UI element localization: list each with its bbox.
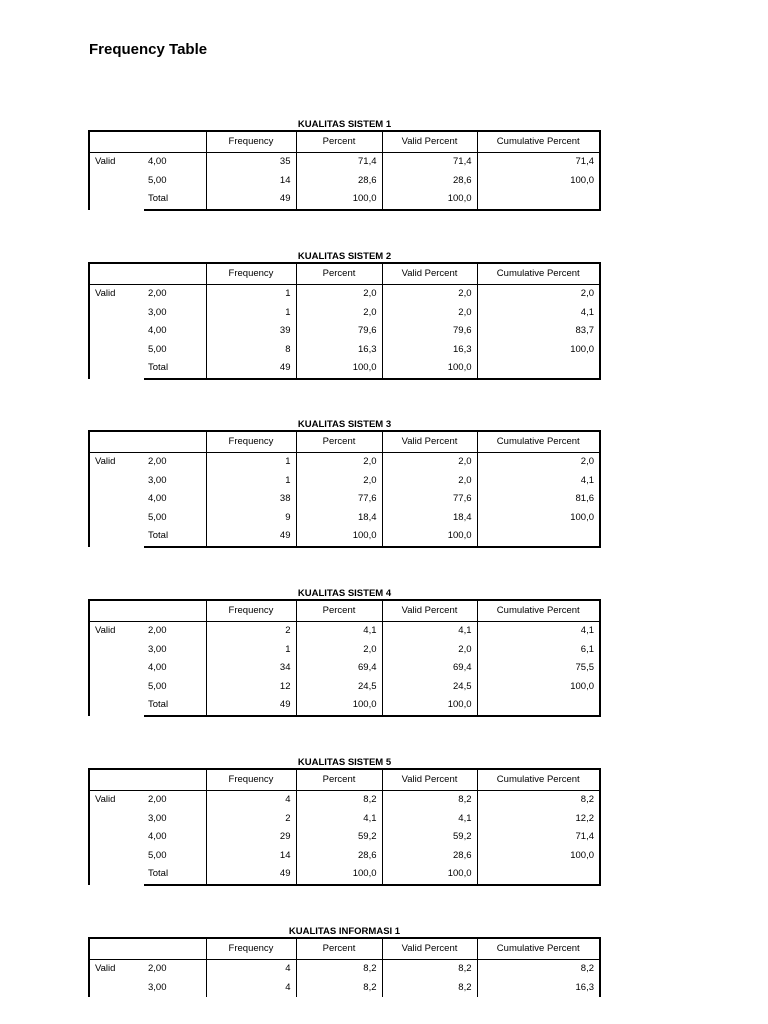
valid-percent-cell: 100,0 bbox=[382, 190, 477, 210]
value-label: Total bbox=[144, 359, 206, 379]
frequency-cell: 4 bbox=[206, 960, 296, 979]
value-label: 4,00 bbox=[144, 153, 206, 172]
valid-percent-cell: 16,3 bbox=[382, 341, 477, 360]
frequency-cell: 49 bbox=[206, 865, 296, 885]
table-row bbox=[89, 490, 600, 509]
header-corner-cell bbox=[89, 263, 206, 285]
valid-percent-cell: 2,0 bbox=[382, 304, 477, 323]
cumulative-percent-cell: 16,3 bbox=[477, 979, 600, 998]
header-cumulative-percent: Cumulative Percent bbox=[477, 769, 600, 791]
table-row bbox=[89, 509, 600, 528]
frequency-table-block bbox=[88, 588, 599, 717]
valid-percent-cell: 28,6 bbox=[382, 172, 477, 191]
frequency-cell: 12 bbox=[206, 678, 296, 697]
header-corner-cell bbox=[89, 938, 206, 960]
table-title-text: KUALITAS SISTEM 5 bbox=[297, 757, 392, 768]
header-percent: Percent bbox=[296, 131, 382, 153]
table-title bbox=[88, 119, 599, 130]
frequency-cell: 38 bbox=[206, 490, 296, 509]
valid-percent-cell: 4,1 bbox=[382, 810, 477, 829]
valid-percent-cell: 100,0 bbox=[382, 527, 477, 547]
percent-cell: 16,3 bbox=[296, 341, 382, 360]
cumulative-percent-cell: 83,7 bbox=[477, 322, 600, 341]
header-cumulative-percent: Cumulative Percent bbox=[477, 600, 600, 622]
page-title: Frequency Table bbox=[89, 41, 208, 58]
percent-cell: 4,1 bbox=[296, 622, 382, 641]
table-row bbox=[89, 153, 600, 172]
value-label: 2,00 bbox=[144, 453, 206, 472]
table-row bbox=[89, 828, 600, 847]
value-label: 5,00 bbox=[144, 509, 206, 528]
percent-cell: 28,6 bbox=[296, 847, 382, 866]
percent-cell: 71,4 bbox=[296, 153, 382, 172]
header-percent: Percent bbox=[296, 600, 382, 622]
frequency-cell: 2 bbox=[206, 622, 296, 641]
frequency-cell: 9 bbox=[206, 509, 296, 528]
table-row bbox=[89, 865, 600, 885]
header-cumulative-percent: Cumulative Percent bbox=[477, 431, 600, 453]
header-percent: Percent bbox=[296, 263, 382, 285]
table-row bbox=[89, 527, 600, 547]
valid-percent-cell: 79,6 bbox=[382, 322, 477, 341]
valid-percent-cell: 4,1 bbox=[382, 622, 477, 641]
cumulative-percent-cell: 4,1 bbox=[477, 304, 600, 323]
cumulative-percent-cell: 8,2 bbox=[477, 960, 600, 979]
valid-percent-cell: 71,4 bbox=[382, 153, 477, 172]
table-title bbox=[88, 251, 599, 262]
header-valid-percent: Valid Percent bbox=[382, 131, 477, 153]
header-frequency: Frequency bbox=[206, 769, 296, 791]
frequency-table-block bbox=[88, 757, 599, 886]
cumulative-percent-cell: 81,6 bbox=[477, 490, 600, 509]
frequency-cell: 1 bbox=[206, 472, 296, 491]
header-valid-percent: Valid Percent bbox=[382, 938, 477, 960]
table-row bbox=[89, 622, 600, 641]
cumulative-percent-cell: 12,2 bbox=[477, 810, 600, 829]
value-label: 4,00 bbox=[144, 490, 206, 509]
frequency-table bbox=[88, 937, 601, 997]
header-valid-percent: Valid Percent bbox=[382, 600, 477, 622]
valid-percent-cell: 28,6 bbox=[382, 847, 477, 866]
table-row bbox=[89, 696, 600, 716]
value-label: 5,00 bbox=[144, 341, 206, 360]
valid-percent-cell: 59,2 bbox=[382, 828, 477, 847]
group-label: Valid bbox=[89, 791, 144, 885]
valid-percent-cell: 8,2 bbox=[382, 960, 477, 979]
frequency-table bbox=[88, 768, 601, 886]
cumulative-percent-cell: 100,0 bbox=[477, 172, 600, 191]
cumulative-percent-cell: 100,0 bbox=[477, 847, 600, 866]
table-row bbox=[89, 791, 600, 810]
header-frequency: Frequency bbox=[206, 131, 296, 153]
value-label: Total bbox=[144, 190, 206, 210]
cumulative-percent-cell: 2,0 bbox=[477, 453, 600, 472]
table-row bbox=[89, 472, 600, 491]
frequency-table bbox=[88, 130, 601, 211]
cumulative-percent-cell: 75,5 bbox=[477, 659, 600, 678]
header-valid-percent: Valid Percent bbox=[382, 769, 477, 791]
group-label: Valid bbox=[89, 153, 144, 210]
table-row bbox=[89, 641, 600, 660]
value-label: 2,00 bbox=[144, 622, 206, 641]
frequency-table-block bbox=[88, 926, 599, 997]
value-label: 2,00 bbox=[144, 960, 206, 979]
valid-percent-cell: 2,0 bbox=[382, 641, 477, 660]
value-label: 5,00 bbox=[144, 172, 206, 191]
value-label: 4,00 bbox=[144, 659, 206, 678]
table-row bbox=[89, 979, 600, 998]
table-row bbox=[89, 285, 600, 304]
cumulative-percent-cell bbox=[477, 696, 600, 716]
table-row bbox=[89, 453, 600, 472]
percent-cell: 8,2 bbox=[296, 791, 382, 810]
frequency-cell: 49 bbox=[206, 696, 296, 716]
header-corner-cell bbox=[89, 769, 206, 791]
header-valid-percent: Valid Percent bbox=[382, 263, 477, 285]
table-title-text: KUALITAS INFORMASI 1 bbox=[288, 926, 401, 937]
frequency-table-block bbox=[88, 119, 599, 211]
cumulative-percent-cell bbox=[477, 359, 600, 379]
percent-cell: 2,0 bbox=[296, 472, 382, 491]
percent-cell: 100,0 bbox=[296, 359, 382, 379]
percent-cell: 77,6 bbox=[296, 490, 382, 509]
percent-cell: 28,6 bbox=[296, 172, 382, 191]
value-label: 3,00 bbox=[144, 304, 206, 323]
header-frequency: Frequency bbox=[206, 938, 296, 960]
header-row bbox=[89, 131, 600, 153]
valid-percent-cell: 18,4 bbox=[382, 509, 477, 528]
table-row bbox=[89, 172, 600, 191]
percent-cell: 100,0 bbox=[296, 527, 382, 547]
frequency-table bbox=[88, 430, 601, 548]
header-frequency: Frequency bbox=[206, 263, 296, 285]
header-valid-percent: Valid Percent bbox=[382, 431, 477, 453]
frequency-cell: 2 bbox=[206, 810, 296, 829]
header-percent: Percent bbox=[296, 938, 382, 960]
percent-cell: 59,2 bbox=[296, 828, 382, 847]
header-row bbox=[89, 431, 600, 453]
header-corner-cell bbox=[89, 431, 206, 453]
cumulative-percent-cell: 100,0 bbox=[477, 509, 600, 528]
header-percent: Percent bbox=[296, 431, 382, 453]
value-label: 4,00 bbox=[144, 828, 206, 847]
table-title-text: KUALITAS SISTEM 1 bbox=[297, 119, 392, 130]
percent-cell: 2,0 bbox=[296, 453, 382, 472]
frequency-cell: 49 bbox=[206, 190, 296, 210]
header-frequency: Frequency bbox=[206, 431, 296, 453]
cumulative-percent-cell bbox=[477, 527, 600, 547]
percent-cell: 2,0 bbox=[296, 285, 382, 304]
valid-percent-cell: 69,4 bbox=[382, 659, 477, 678]
table-row bbox=[89, 304, 600, 323]
value-label: 5,00 bbox=[144, 678, 206, 697]
value-label: Total bbox=[144, 865, 206, 885]
percent-cell: 18,4 bbox=[296, 509, 382, 528]
cumulative-percent-cell: 6,1 bbox=[477, 641, 600, 660]
table-row bbox=[89, 810, 600, 829]
table-row bbox=[89, 847, 600, 866]
frequency-cell: 49 bbox=[206, 527, 296, 547]
table-title-text: KUALITAS SISTEM 2 bbox=[297, 251, 392, 262]
table-row bbox=[89, 659, 600, 678]
table-title bbox=[88, 926, 599, 937]
valid-percent-cell: 8,2 bbox=[382, 791, 477, 810]
percent-cell: 24,5 bbox=[296, 678, 382, 697]
group-label: Valid bbox=[89, 622, 144, 716]
table-title-text: KUALITAS SISTEM 3 bbox=[297, 419, 392, 430]
valid-percent-cell: 100,0 bbox=[382, 865, 477, 885]
valid-percent-cell: 100,0 bbox=[382, 359, 477, 379]
header-row bbox=[89, 600, 600, 622]
frequency-table-block bbox=[88, 251, 599, 380]
cumulative-percent-cell: 8,2 bbox=[477, 791, 600, 810]
cumulative-percent-cell: 100,0 bbox=[477, 678, 600, 697]
percent-cell: 79,6 bbox=[296, 322, 382, 341]
valid-percent-cell: 100,0 bbox=[382, 696, 477, 716]
table-title bbox=[88, 419, 599, 430]
value-label: 4,00 bbox=[144, 322, 206, 341]
frequency-cell: 1 bbox=[206, 453, 296, 472]
frequency-table-block bbox=[88, 419, 599, 548]
table-title-text: KUALITAS SISTEM 4 bbox=[297, 588, 392, 599]
frequency-cell: 1 bbox=[206, 641, 296, 660]
frequency-cell: 1 bbox=[206, 285, 296, 304]
cumulative-percent-cell: 71,4 bbox=[477, 828, 600, 847]
table-row bbox=[89, 341, 600, 360]
header-cumulative-percent: Cumulative Percent bbox=[477, 938, 600, 960]
value-label: 3,00 bbox=[144, 979, 206, 998]
value-label: 3,00 bbox=[144, 810, 206, 829]
value-label: Total bbox=[144, 527, 206, 547]
frequency-cell: 8 bbox=[206, 341, 296, 360]
group-label: Valid bbox=[89, 453, 144, 547]
cumulative-percent-cell: 4,1 bbox=[477, 622, 600, 641]
frequency-cell: 14 bbox=[206, 847, 296, 866]
cumulative-percent-cell bbox=[477, 190, 600, 210]
cumulative-percent-cell: 2,0 bbox=[477, 285, 600, 304]
header-row bbox=[89, 938, 600, 960]
table-title bbox=[88, 588, 599, 599]
header-cumulative-percent: Cumulative Percent bbox=[477, 263, 600, 285]
percent-cell: 69,4 bbox=[296, 659, 382, 678]
valid-percent-cell: 2,0 bbox=[382, 285, 477, 304]
group-label: Valid bbox=[89, 285, 144, 379]
valid-percent-cell: 8,2 bbox=[382, 979, 477, 998]
valid-percent-cell: 2,0 bbox=[382, 472, 477, 491]
cumulative-percent-cell: 71,4 bbox=[477, 153, 600, 172]
percent-cell: 2,0 bbox=[296, 641, 382, 660]
percent-cell: 100,0 bbox=[296, 865, 382, 885]
table-row bbox=[89, 678, 600, 697]
frequency-cell: 29 bbox=[206, 828, 296, 847]
percent-cell: 4,1 bbox=[296, 810, 382, 829]
valid-percent-cell: 24,5 bbox=[382, 678, 477, 697]
cumulative-percent-cell: 100,0 bbox=[477, 341, 600, 360]
table-row bbox=[89, 190, 600, 210]
frequency-cell: 1 bbox=[206, 304, 296, 323]
percent-cell: 100,0 bbox=[296, 190, 382, 210]
cumulative-percent-cell: 4,1 bbox=[477, 472, 600, 491]
table-row bbox=[89, 322, 600, 341]
frequency-cell: 35 bbox=[206, 153, 296, 172]
value-label: 2,00 bbox=[144, 791, 206, 810]
valid-percent-cell: 77,6 bbox=[382, 490, 477, 509]
frequency-cell: 49 bbox=[206, 359, 296, 379]
frequency-cell: 39 bbox=[206, 322, 296, 341]
frequency-cell: 4 bbox=[206, 979, 296, 998]
frequency-cell: 34 bbox=[206, 659, 296, 678]
value-label: Total bbox=[144, 696, 206, 716]
valid-percent-cell: 2,0 bbox=[382, 453, 477, 472]
value-label: 3,00 bbox=[144, 472, 206, 491]
header-corner-cell bbox=[89, 600, 206, 622]
percent-cell: 8,2 bbox=[296, 979, 382, 998]
frequency-table bbox=[88, 599, 601, 717]
percent-cell: 100,0 bbox=[296, 696, 382, 716]
value-label: 2,00 bbox=[144, 285, 206, 304]
frequency-cell: 14 bbox=[206, 172, 296, 191]
frequency-table bbox=[88, 262, 601, 380]
percent-cell: 2,0 bbox=[296, 304, 382, 323]
header-frequency: Frequency bbox=[206, 600, 296, 622]
percent-cell: 8,2 bbox=[296, 960, 382, 979]
frequency-cell: 4 bbox=[206, 791, 296, 810]
value-label: 5,00 bbox=[144, 847, 206, 866]
value-label: 3,00 bbox=[144, 641, 206, 660]
table-row bbox=[89, 960, 600, 979]
header-row bbox=[89, 263, 600, 285]
group-label: Valid bbox=[89, 960, 144, 998]
header-row bbox=[89, 769, 600, 791]
header-cumulative-percent: Cumulative Percent bbox=[477, 131, 600, 153]
table-title bbox=[88, 757, 599, 768]
table-row bbox=[89, 359, 600, 379]
header-corner-cell bbox=[89, 131, 206, 153]
header-percent: Percent bbox=[296, 769, 382, 791]
cumulative-percent-cell bbox=[477, 865, 600, 885]
